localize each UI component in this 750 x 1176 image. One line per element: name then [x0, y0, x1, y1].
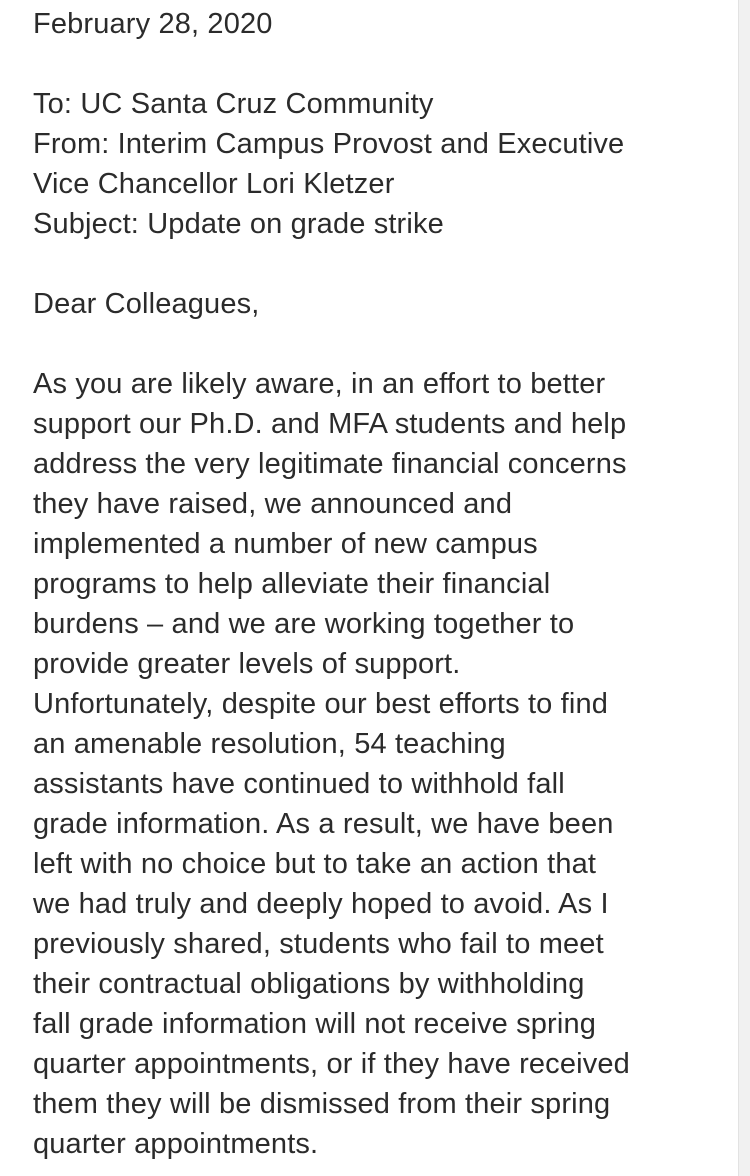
spacer [33, 244, 733, 284]
spacer [33, 324, 733, 364]
memo-to: To: UC Santa Cruz Community [33, 88, 434, 120]
body-line: burdens – and we are working together to [33, 608, 575, 640]
body-line: their contractual obligations by withholding [33, 968, 585, 1000]
body-line: address the very legitimate financial concerns [33, 448, 627, 480]
body-line: Unfortunately, despite our best efforts to find [33, 688, 609, 720]
page-edge [738, 0, 750, 1176]
spacer [33, 44, 733, 84]
memo-from-line-1: From: Interim Campus Provost and Executive [33, 128, 625, 160]
body-line: we had truly and deeply hoped to avoid. As I [33, 888, 609, 920]
body-line: quarter appointments, or if they have received [33, 1048, 630, 1080]
body-line: left with no choice but to take an action that [33, 848, 597, 880]
body-line: fall grade information will not receive spring [33, 1008, 596, 1040]
memo-body-paragraph [33, 364, 733, 1164]
body-line: an amenable resolution, 54 teaching [33, 728, 506, 760]
memo-document [33, 4, 733, 1164]
memo-salutation: Dear Colleagues, [33, 288, 260, 320]
body-line: quarter appointments. [33, 1128, 319, 1160]
body-line: implemented a number of new campus [33, 528, 538, 560]
body-line: assistants have continued to withhold fall [33, 768, 565, 800]
body-line: As you are likely aware, in an effort to better [33, 368, 606, 400]
body-line: they have raised, we announced and [33, 488, 513, 520]
body-line: grade information. As a result, we have been [33, 808, 614, 840]
body-line: support our Ph.D. and MFA students and help [33, 408, 627, 440]
memo-date: February 28, 2020 [33, 8, 273, 40]
memo-subject: Subject: Update on grade strike [33, 208, 444, 240]
memo-from-line-2: Vice Chancellor Lori Kletzer [33, 168, 395, 200]
body-line: them they will be dismissed from their spring [33, 1088, 611, 1120]
body-line: programs to help alleviate their financial [33, 568, 551, 600]
body-line: provide greater levels of support. [33, 648, 461, 680]
body-line: previously shared, students who fail to meet [33, 928, 604, 960]
